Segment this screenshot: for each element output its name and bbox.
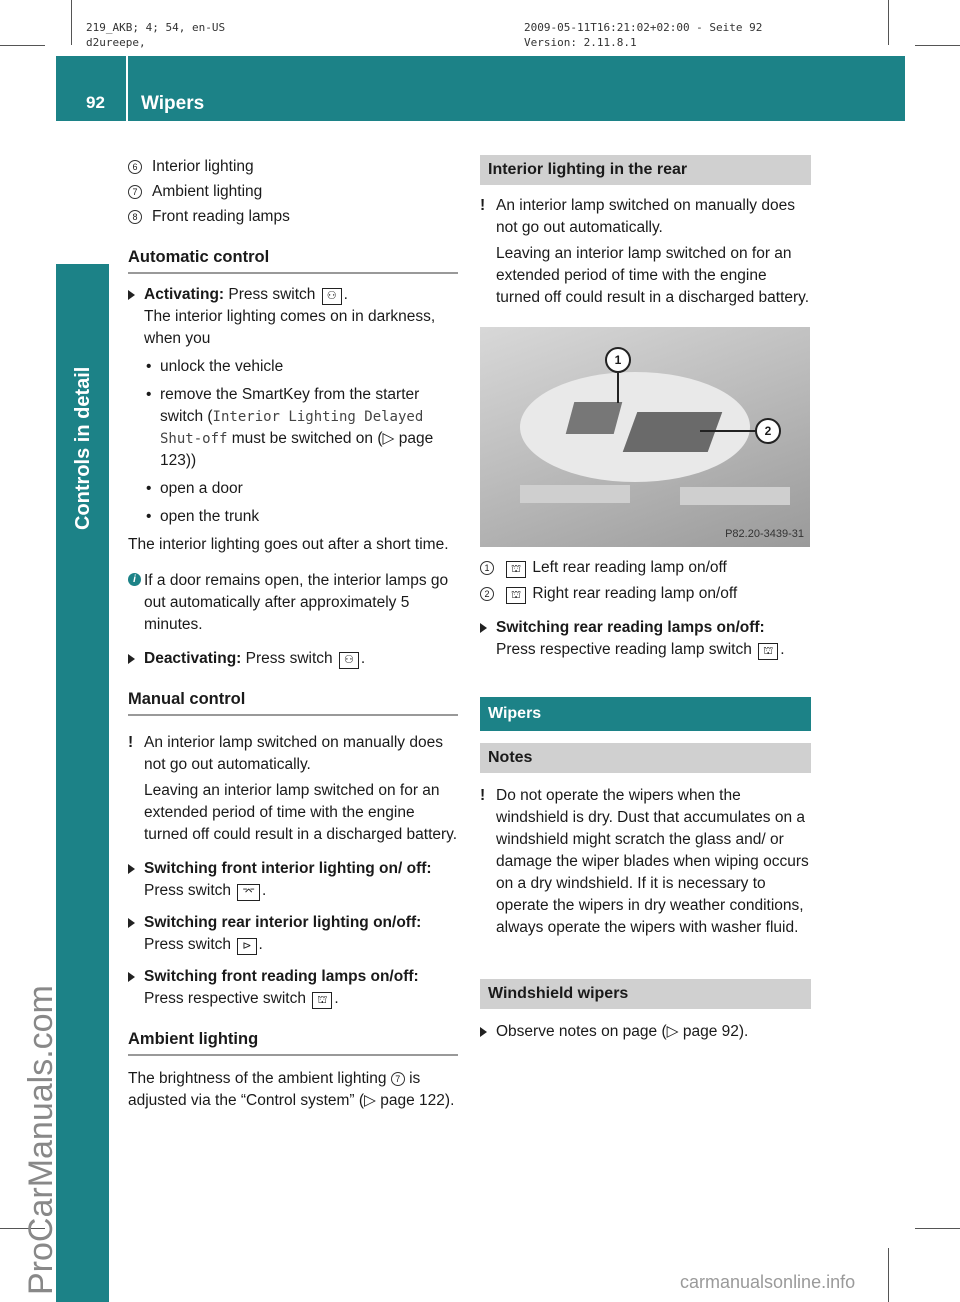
- crop-mark: [888, 0, 889, 45]
- leader-line: [617, 373, 619, 403]
- list-item: [128, 384, 458, 472]
- print-meta-left: [86, 20, 225, 50]
- step-label: Activating:: [144, 286, 225, 303]
- meta-line: d2ureepe,: [86, 36, 146, 49]
- step-label: Switching rear interior lighting on/off:: [144, 914, 422, 931]
- meta-line: 2009-05-11T16:21:02+02:00 - Seite 92: [524, 21, 763, 34]
- list-item: • open a door: [128, 478, 458, 500]
- step-label: Switching front reading lamps on/off:: [144, 968, 419, 985]
- meta-line: 219_AKB; 4; 54, en-US: [86, 21, 226, 34]
- section-heading-automatic: Automatic control: [128, 246, 458, 274]
- rear-interior-switch-icon: ⊳: [237, 938, 256, 955]
- legend-text: Ambient lighting: [152, 183, 263, 200]
- callout-2: 2: [755, 418, 781, 444]
- list-text: remove the SmartKey from the starter switch (: [160, 386, 420, 425]
- section-heading-ambient: Ambient lighting: [128, 1028, 458, 1056]
- warning-icon: !: [128, 734, 134, 751]
- reading-lamp-switch-icon: ⛫: [758, 643, 778, 660]
- print-meta-right: [524, 20, 762, 50]
- callout-number: 7: [128, 185, 142, 199]
- note-text: An interior lamp switched on manually does not go out automatically.: [496, 197, 795, 236]
- paragraph: The interior lighting goes out after a short time.: [128, 536, 449, 553]
- step-description: The interior lighting comes on in darkness, when you: [144, 308, 436, 347]
- callout-1: 1: [605, 347, 631, 373]
- right-column: [480, 155, 811, 1043]
- legend-item: [128, 181, 458, 203]
- info-note: [128, 570, 458, 636]
- section-heading-rear: Interior lighting in the rear: [480, 155, 811, 185]
- warning-note: [128, 732, 458, 846]
- photo-reference: P82.20-3439-31: [725, 528, 804, 540]
- info-icon: i: [128, 573, 141, 586]
- step-text: Press respective reading lamp switch: [496, 641, 757, 658]
- warning-icon: !: [480, 197, 486, 214]
- reading-lamp-switch-icon: ⛫: [506, 587, 526, 604]
- list-item: • unlock the vehicle: [128, 356, 458, 378]
- legend-text: Left rear reading lamp on/off: [528, 559, 727, 576]
- step-rear-interior: Switching rear interior lighting on/off: Press switch ⊳ .: [128, 912, 458, 956]
- legend-item: [128, 206, 458, 228]
- page-title: Wipers: [141, 93, 205, 114]
- legend-item: [480, 583, 811, 605]
- list-text: must be switched on (▷ page 123)): [160, 430, 434, 469]
- step-deactivating: Deactivating: Press switch ⚇ .: [128, 648, 458, 670]
- page-number: 92: [86, 93, 105, 112]
- note-text: If a door remains open, the interior lamps go out automatically after approximately 5 minutes.: [144, 572, 449, 633]
- legend-text: Right rear reading lamp on/off: [528, 585, 738, 602]
- section-heading-manual: Manual control: [128, 688, 458, 716]
- footer-watermark: carmanualsonline.info: [680, 1272, 856, 1292]
- reading-lamp-switch-icon: ⛫: [506, 561, 526, 578]
- right-lamp-switch: [623, 412, 723, 452]
- section-heading-notes: Notes: [480, 743, 811, 773]
- menu-setting-name: Interior Lighting Delayed Shut-off: [160, 409, 424, 447]
- meta-line: Version: 2.11.8.1: [524, 36, 637, 49]
- front-interior-switch-icon: ⌤: [237, 884, 260, 901]
- section-heading-wipers: Wipers: [480, 697, 811, 731]
- warning-icon: !: [480, 787, 486, 804]
- warning-note: [480, 785, 811, 939]
- callout-number: 6: [128, 160, 142, 174]
- crop-mark: [0, 45, 45, 46]
- rear-reading-lamps-photo: [480, 327, 810, 547]
- left-lamp-switch: [566, 402, 623, 434]
- leader-line: [700, 430, 756, 432]
- note-text: Leaving an interior lamp switched on for an extended period of time with the engine turned off could result in a discharged battery.: [496, 245, 810, 306]
- step-windshield: Observe notes on page (▷ page 92).: [480, 1021, 811, 1043]
- list-item: • open the trunk: [128, 506, 458, 528]
- step-text: Press switch: [144, 936, 236, 953]
- section-heading-windshield: Windshield wipers: [480, 979, 811, 1009]
- crop-mark: [915, 1228, 960, 1229]
- step-text: Press switch: [241, 650, 337, 667]
- legend-text: Interior lighting: [152, 158, 254, 175]
- legend-item: [480, 557, 811, 579]
- step-front-interior: Switching front interior lighting on/ off: Press switch ⌤ .: [128, 858, 458, 902]
- paragraph-text: is adjusted via the “Control system” (▷ page 122).: [128, 1070, 455, 1109]
- note-text: Do not operate the wipers when the windshield is dry. Dust that accumulates on a windshield might scratch the glass and/ or damage the wiper blades when wiping occurs on a dry windshield. If it is necessary to operate the wipers in dry weather conditions, always operate the wipers with washer fluid.: [496, 787, 809, 936]
- interior-light-switch-icon: ⚇: [322, 288, 342, 305]
- lens-panel: [680, 487, 790, 505]
- callout-number: 1: [480, 561, 494, 575]
- lens-panel: [520, 485, 630, 503]
- callout-number: 2: [480, 587, 494, 601]
- step-text: Press switch: [224, 286, 320, 303]
- crop-mark: [915, 45, 960, 46]
- legend-item: [128, 156, 458, 178]
- crop-mark: [71, 0, 72, 45]
- crop-mark: [888, 1248, 889, 1302]
- step-text: Press respective switch: [144, 990, 311, 1007]
- step-front-reading: Switching front reading lamps on/off: Press respective switch ⛫ .: [128, 966, 458, 1010]
- callout-number: 8: [128, 210, 142, 224]
- step-text: Press switch: [144, 882, 236, 899]
- callout-number: 7: [391, 1072, 405, 1086]
- paragraph-text: The brightness of the ambient lighting: [128, 1070, 391, 1087]
- interior-light-switch-icon: ⚇: [339, 652, 359, 669]
- reading-lamp-switch-icon: ⛫: [312, 992, 332, 1009]
- step-activating: Activating: Press switch ⚇ . The interior lighting comes on in darkness, when you: [128, 284, 458, 350]
- paragraph: [128, 1068, 458, 1112]
- step-label: Switching rear reading lamps on/off:: [496, 619, 765, 636]
- step-label: Deactivating:: [144, 650, 242, 667]
- note-text: An interior lamp switched on manually does not go out automatically.: [144, 734, 443, 773]
- step-label: Switching front interior lighting on/ off:: [144, 860, 432, 877]
- warning-note: [480, 195, 811, 309]
- legend-text: Front reading lamps: [152, 208, 290, 225]
- header-divider: [126, 56, 128, 121]
- note-text: Leaving an interior lamp switched on for an extended period of time with the engine turned off could result in a discharged battery.: [144, 782, 458, 843]
- step-rear-reading: Switching rear reading lamps on/off: Press respective reading lamp switch ⛫ .: [480, 617, 811, 661]
- watermark: ProCarManuals.com: [22, 985, 60, 1295]
- left-column: [128, 156, 458, 1112]
